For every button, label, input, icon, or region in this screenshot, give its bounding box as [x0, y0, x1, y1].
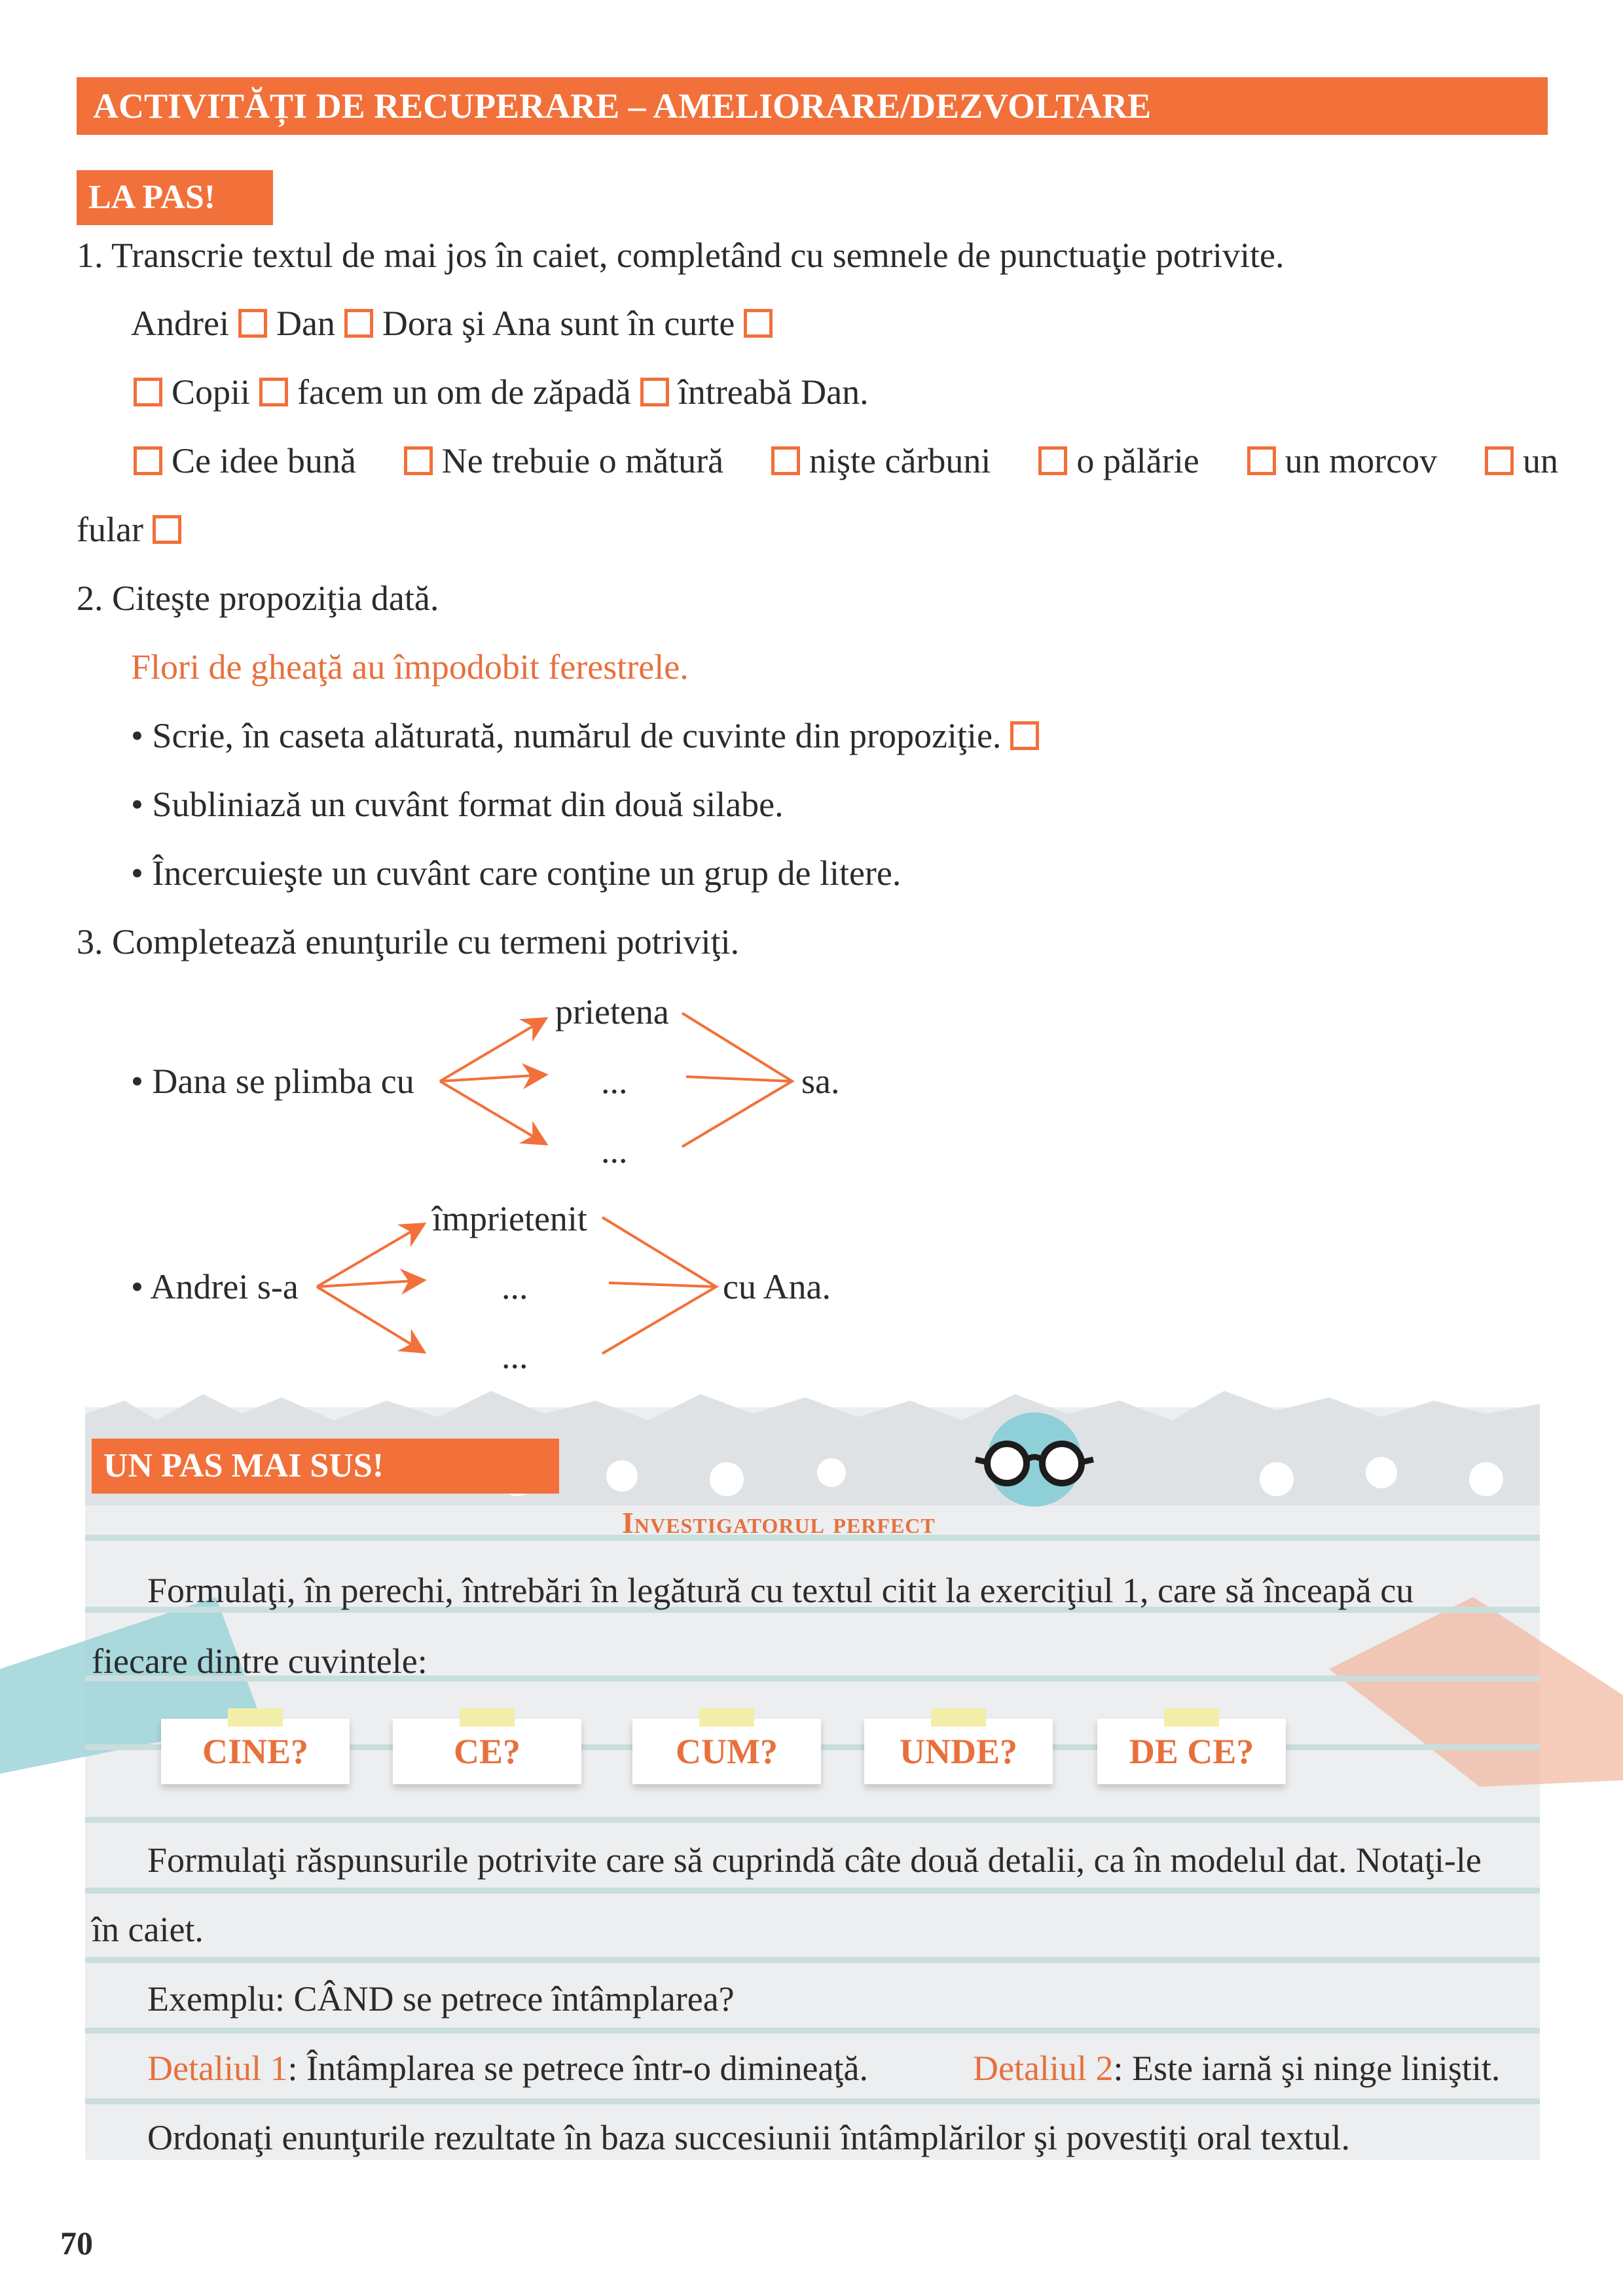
exercise-3-item-2-option-mid: ... — [501, 1267, 528, 1306]
question-card-ce — [393, 1719, 581, 1784]
card-label: CE? — [453, 1732, 520, 1771]
panel-final-instruction: Ordonaţi enunţurile rezultate în baza succesiunii întâmplărilor şi povestiţi oral textul. — [147, 2118, 1350, 2157]
activity-title — [622, 1505, 936, 1540]
exercise-3-item-2-start: • Andrei s-a — [131, 1267, 299, 1306]
text-fragment: Dora şi Ana sunt în curte — [382, 304, 735, 343]
text-fragment: Andrei — [131, 304, 229, 343]
question-card-cum — [632, 1719, 821, 1784]
tape-strip — [699, 1708, 754, 1727]
panel-example: Exemplu: CÂND se petrece întâmplarea? — [147, 1979, 735, 2018]
rule-line — [85, 1957, 1540, 1963]
text-fragment: o pălărie — [1076, 441, 1199, 480]
text-fragment: întreabă Dan. — [678, 372, 869, 412]
tape-strip — [931, 1708, 986, 1727]
page-number: 70 — [60, 2225, 93, 2261]
glasses-icon — [969, 1407, 1100, 1518]
text-fragment: nişte cărbuni — [809, 441, 991, 480]
chapter-banner: ACTIVITĂȚI DE RECUPERARE – AMELIORARE/DEZVOLTARE — [77, 77, 1548, 135]
exercise-2-bullet-3: • Încercuieşte un cuvânt care conţine un grup de litere. — [131, 853, 902, 893]
section-tag-un-pas-mai-sus: UN PAS MAI SUS! — [92, 1439, 559, 1494]
panel-paragraph-1b: fiecare dintre cuvintele: — [92, 1641, 428, 1681]
text-fragment: un morcov — [1285, 441, 1438, 480]
activity-title-text: Investigatorul perfect — [622, 1506, 936, 1539]
text-fragment: facem un om de zăpadă — [297, 372, 631, 412]
exercise-3-item-1-option-mid: ... — [601, 1062, 628, 1101]
text-fragment: un — [1522, 441, 1558, 480]
card-label: CINE? — [202, 1732, 309, 1771]
exercise-3-item-1-start: • Dana se plimba cu — [131, 1062, 414, 1101]
rule-line — [85, 2098, 1540, 2104]
text-fragment: fular — [77, 510, 143, 549]
question-card-unde — [864, 1719, 1053, 1784]
text-fragment: Ce idee bună — [172, 441, 356, 480]
card-label: CUM? — [676, 1732, 778, 1771]
text-fragment: Copii — [172, 372, 251, 412]
exercise-3-item-2-option-bottom: ... — [501, 1336, 528, 1376]
tape-strip — [460, 1708, 515, 1727]
tape-strip — [1164, 1708, 1219, 1727]
rule-line — [85, 1817, 1540, 1823]
panel-paragraph-2a: Formulaţi răspunsurile potrivite care să cuprindă câte două detalii, ca în modelul dat. Notaţi-le — [147, 1840, 1482, 1880]
text-fragment: Dan — [276, 304, 335, 343]
detail-2-text: : Este iarnă şi ninge liniştit. — [1113, 2049, 1501, 2088]
detail-1-text: : Întâmplarea se petrece într-o dimineaţă. — [287, 2049, 868, 2088]
rule-line — [85, 1888, 1540, 1893]
exercise-3-item-1-option-bottom: ... — [601, 1131, 628, 1170]
panel-detail-1 — [147, 2047, 868, 2089]
rule-line — [85, 2028, 1540, 2034]
card-label: DE CE? — [1129, 1732, 1254, 1771]
exercise-2-instruction: 2. Citeşte propoziţia dată. — [77, 579, 439, 618]
question-card-cine — [161, 1719, 350, 1784]
exercise-2-bullet-2: • Subliniază un cuvânt format din două silabe. — [131, 785, 784, 824]
bullet-text: • Scrie, în caseta alăturată, numărul de cuvinte din propoziţie. — [131, 716, 1002, 755]
detail-1-label: Detaliul 1 — [147, 2049, 288, 2088]
panel-paragraph-1a: Formulaţi, în perechi, întrebări în legătură cu textul citit la exerciţiul 1, care să înceapă cu — [147, 1571, 1414, 1610]
detail-2-label: Detaliul 2 — [973, 2049, 1114, 2088]
panel-paragraph-2b: în caiet. — [92, 1910, 204, 1949]
tape-strip — [228, 1708, 283, 1727]
section-tag-la-pas: LA PAS! — [77, 170, 273, 225]
exercise-3-item-2-end: cu Ana. — [723, 1267, 831, 1306]
exercise-1-instruction: 1. Transcrie textul de mai jos în caiet, completând cu semnele de punctuaţie potrivite. — [77, 236, 1285, 275]
card-label: UNDE? — [899, 1732, 1017, 1771]
exercise-3-item-1-option-top: prietena — [555, 992, 669, 1031]
exercise-2-sentence: Flori de gheaţă au împodobit ferestrele. — [131, 647, 689, 687]
exercise-3-instruction: 3. Completează enunţurile cu termeni potriviţi. — [77, 922, 740, 961]
text-fragment: Ne trebuie o mătură — [441, 441, 724, 480]
exercise-3-item-2-option-top: împrietenit — [432, 1199, 587, 1238]
decorative-ribbon-right — [1329, 1597, 1623, 1793]
panel-detail-2 — [973, 2047, 1500, 2089]
question-card-de-ce — [1097, 1719, 1286, 1784]
exercise-3-item-1-end: sa. — [801, 1062, 840, 1101]
